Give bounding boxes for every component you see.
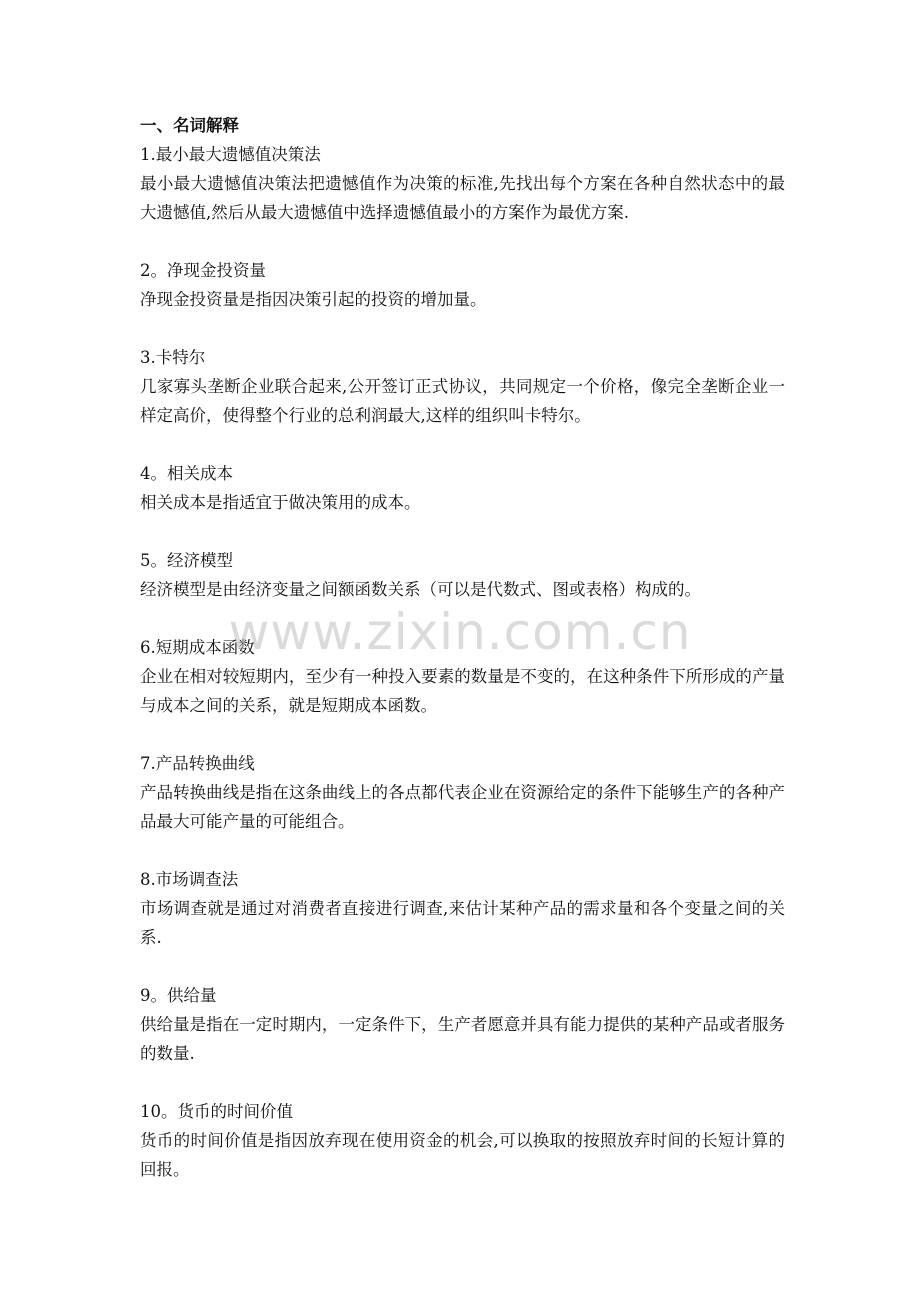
- document-page: [140, 111, 785, 1213]
- entry-definition: 市场调查就是通过对消费者直接进行调查,来估计某种产品的需求量和各个变量之间的关系.: [140, 899, 785, 947]
- entry-4: [140, 459, 785, 517]
- entry-term: 2。净现金投资量: [140, 261, 266, 280]
- entry-definition: 货币的时间价值是指因放弃现在使用资金的机会,可以换取的按照放弃时间的长短计算的回报。: [140, 1131, 785, 1179]
- entry-8: [140, 865, 785, 952]
- entry-definition: 净现金投资量是指因决策引起的投资的增加量。: [140, 290, 487, 309]
- entry-2: [140, 256, 785, 314]
- entry-definition: 最小最大遗憾值决策法把遗憾值作为决策的标准,先找出每个方案在各种自然状态中的最大遗憾值,然后从最大遗憾值中选择遗憾值最小的方案作为最优方案.: [140, 174, 785, 222]
- entry-1: [140, 140, 785, 227]
- entry-term: 5。经济模型: [140, 551, 233, 570]
- entry-term: 3.卡特尔: [140, 348, 206, 367]
- entry-term: 7.产品转换曲线: [140, 754, 255, 773]
- entry-term: 8.市场调查法: [140, 870, 239, 889]
- entry-term: 4。相关成本: [140, 464, 233, 483]
- entry-term: 10。货币的时间价值: [140, 1102, 293, 1121]
- entry-5: [140, 546, 785, 604]
- entry-definition: 企业在相对较短期内，至少有一种投入要素的数量是不变的，在这种条件下所形成的产量与成本之间的关系，就是短期成本函数。: [140, 667, 785, 715]
- entry-6: [140, 633, 785, 720]
- entry-9: [140, 981, 785, 1068]
- entry-10: [140, 1097, 785, 1184]
- entry-definition: 经济模型是由经济变量之间额函数关系（可以是代数式、图或表格）构成的。: [140, 580, 701, 599]
- entry-definition: 几家寡头垄断企业联合起来,公开签订正式协议，共同规定一个价格，像完全垄断企业一样定高价，使得整个行业的总利润最大,这样的组织叫卡特尔。: [140, 377, 785, 425]
- entry-definition: 相关成本是指适宜于做决策用的成本。: [140, 493, 421, 512]
- entry-definition: 产品转换曲线是指在这条曲线上的各点都代表企业在资源给定的条件下能够生产的各种产品最大可能产量的可能组合。: [140, 783, 785, 831]
- entry-term: 1.最小最大遗憾值决策法: [140, 145, 321, 164]
- entry-definition: 供给量是指在一定时期内，一定条件下，生产者愿意并具有能力提供的某种产品或者服务的数量.: [140, 1015, 785, 1063]
- section-heading: 一、名词解释: [140, 116, 239, 135]
- entry-7: [140, 749, 785, 836]
- entry-term: 9。供给量: [140, 986, 217, 1005]
- entry-term: 6.短期成本函数: [140, 638, 255, 657]
- watermark-text: www.zixin.com.cn: [228, 603, 692, 661]
- entry-3: [140, 343, 785, 430]
